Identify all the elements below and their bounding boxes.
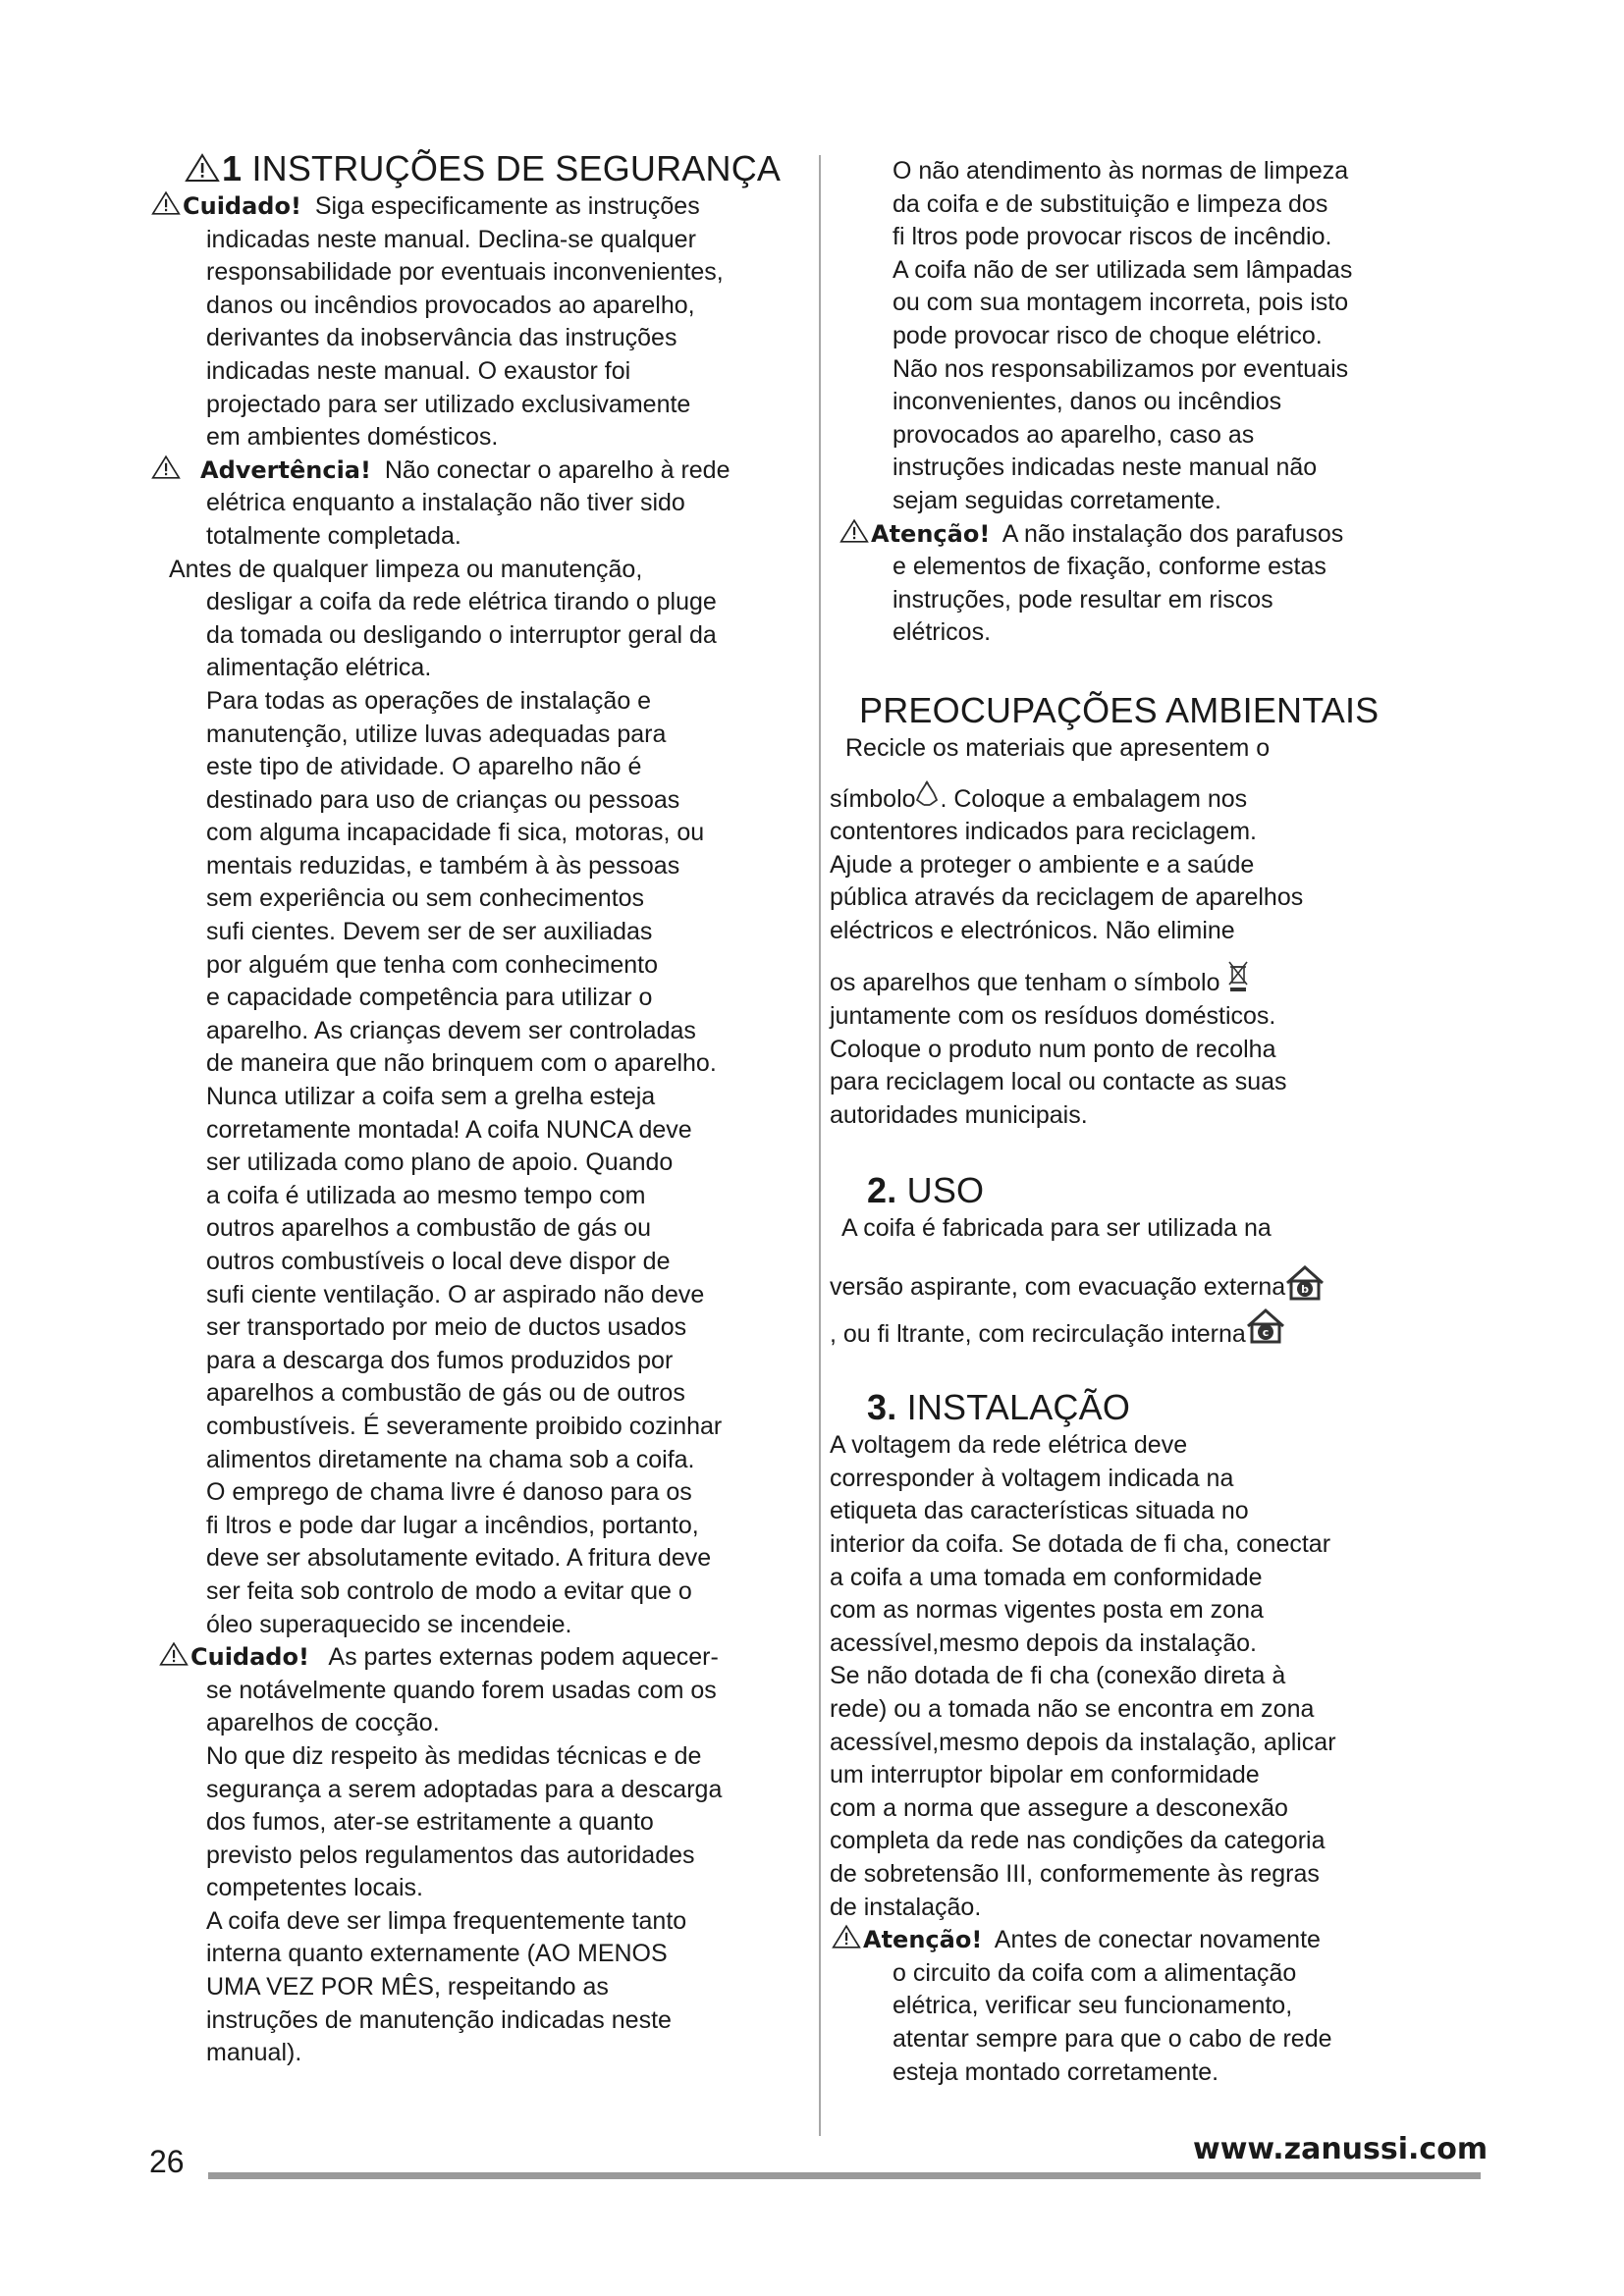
attention-1-label: Atenção! xyxy=(871,519,991,548)
text-line: Antes de qualquer limpeza ou manutenção, xyxy=(169,555,643,583)
text-line: este tipo de atividade. O aparelho não é xyxy=(206,753,642,781)
text-line: . Coloque a embalagem nos xyxy=(940,784,1248,813)
text-line: ou com sua montagem incorreta, pois isto xyxy=(893,289,1349,317)
text-line: derivantes da inobservância das instruções xyxy=(206,324,677,352)
warning-triangle-icon xyxy=(185,153,220,183)
text-line: Se não dotada de fi cha (conexão direta à xyxy=(830,1662,1286,1690)
text-line: e elementos de fixação, conforme estas xyxy=(893,553,1326,581)
text-line: óleo superaquecido se incendeie. xyxy=(206,1610,572,1638)
left-column xyxy=(147,147,807,2070)
text-line: rede) ou a tomada não se encontra em zona xyxy=(830,1694,1315,1723)
text-line: , ou fi ltrante, com recirculação interna xyxy=(830,1319,1246,1348)
text-line: acessível,mesmo depois da instalação, aplicar xyxy=(830,1728,1336,1756)
text-line: da coifa e de substituição e limpeza dos xyxy=(893,189,1328,218)
caution-2 xyxy=(147,1641,807,1740)
text-line: um interruptor bipolar em conformidade xyxy=(830,1761,1260,1789)
text-line: combustíveis. É severamente proibido cozinhar xyxy=(206,1412,723,1440)
text-line: O não atendimento às normas de limpeza xyxy=(893,157,1349,185)
text-line: completa da rede nas condições da categoria xyxy=(830,1827,1326,1855)
section-2-number: 2. xyxy=(867,1170,897,1211)
text-line: projectado para ser utilizado exclusivamente xyxy=(206,390,691,418)
website-link[interactable]: www.zanussi.com xyxy=(1193,2132,1489,2166)
text-line: os aparelhos que tenham o símbolo xyxy=(830,969,1227,997)
text-line: Antes de conectar novamente xyxy=(994,1926,1321,1954)
text-line: acessível,mesmo depois da instalação. xyxy=(830,1629,1257,1657)
text-line: segurança a serem adoptadas para a descarga xyxy=(206,1775,723,1803)
section-1-title: INSTRUÇÕES DE SEGURANÇA xyxy=(251,148,782,188)
safety-continued xyxy=(830,155,1419,518)
text-line: manual). xyxy=(206,2039,302,2067)
text-line: indicadas neste manual. O exaustor foi xyxy=(206,356,631,385)
warning-triangle-icon xyxy=(159,1641,189,1667)
recirculating-hood-icon xyxy=(1246,1307,1285,1346)
text-line: para reciclagem local ou contacte as suas xyxy=(830,1068,1287,1096)
text-line: a coifa é utilizada ao mesmo tempo com xyxy=(206,1181,646,1209)
crossed-bin-icon xyxy=(1226,959,1250,994)
text-line: Para todas as operações de instalação e xyxy=(206,686,652,715)
text-line: o circuito da coifa com a alimentação xyxy=(893,1958,1297,1987)
env-heading: PREOCUPAÇÕES AMBIENTAIS xyxy=(859,689,1380,730)
safety-body xyxy=(147,685,807,1641)
text-line: autoridades municipais. xyxy=(830,1100,1088,1129)
text-line: A voltagem da rede elétrica deve xyxy=(830,1431,1188,1460)
text-line: Não nos responsabilizamos por eventuais xyxy=(893,354,1349,383)
text-line: com as normas vigentes posta em zona xyxy=(830,1596,1264,1625)
caution-1 xyxy=(147,190,807,454)
text-line: mentais reduzidas, e também à às pessoas xyxy=(206,851,680,880)
text-line: Não conectar o aparelho à rede xyxy=(384,455,731,484)
text-line: ser utilizada como plano de apoio. Quando xyxy=(206,1148,674,1177)
text-line: com alguma incapacidade fi sica, motoras, ou xyxy=(206,819,705,847)
safety-tail xyxy=(147,1740,807,2070)
text-line: para a descarga dos fumos produzidos por xyxy=(206,1346,674,1374)
text-line: A coifa não de ser utilizada sem lâmpadas xyxy=(893,255,1353,284)
text-line: eléctricos e electrónicos. Não elimine xyxy=(830,916,1235,944)
section-2-heading xyxy=(867,1169,1419,1212)
text-line: aparelhos a combustão de gás ou de outros xyxy=(206,1379,685,1408)
column-divider xyxy=(819,155,821,2136)
text-line: Siga especificamente as instruções xyxy=(314,192,700,220)
text-line: inconvenientes, danos ou incêndios xyxy=(893,388,1282,416)
text-line: Ajude a proteger o ambiente e a saúde xyxy=(830,850,1255,879)
section-3-title: INSTALAÇÃO xyxy=(906,1387,1131,1428)
text-line: fi ltros e pode dar lugar a incêndios, portanto, xyxy=(206,1511,699,1539)
text-line: outros combustíveis o local deve dispor de xyxy=(206,1248,671,1275)
attention-2 xyxy=(830,1924,1419,2089)
text-line: outros aparelhos a combustão de gás ou xyxy=(206,1214,652,1243)
warning-triangle-icon xyxy=(151,454,181,480)
text-line: de maneira que não brinquem com o aparelho. xyxy=(206,1049,717,1078)
section-3-heading xyxy=(867,1386,1419,1429)
text-line: de instalação. xyxy=(830,1893,982,1921)
text-line: símbolo xyxy=(830,784,923,813)
section-2-body xyxy=(830,1212,1419,1351)
text-line: UMA VEZ POR MÊS, respeitando as xyxy=(206,1973,609,2002)
text-line: instruções de manutenção indicadas neste xyxy=(206,2005,672,2034)
text-line: em ambientes domésticos. xyxy=(206,423,499,452)
text-line: totalmente completada. xyxy=(206,521,461,550)
text-line: sem experiência ou sem conhecimentos xyxy=(206,884,645,913)
warning-triangle-icon xyxy=(839,518,869,544)
text-line: alimentos diretamente na chama sob a coifa. xyxy=(206,1445,695,1473)
right-column xyxy=(830,155,1419,2089)
text-line: ser feita sob controlo de modo a evitar que o xyxy=(206,1576,692,1605)
text-line: aparelhos de cocção. xyxy=(206,1709,440,1737)
warning-label: Advertência! xyxy=(200,455,371,484)
text-line: pública através da reciclagem de aparelhos xyxy=(830,883,1304,912)
text-line: dos fumos, ater-se estritamente a quanto xyxy=(206,1808,654,1837)
text-line: responsabilidade por eventuais inconvenientes, xyxy=(206,258,724,287)
text-line: esteja montado corretamente. xyxy=(893,2057,1219,2086)
text-line: com a norma que assegure a desconexão xyxy=(830,1793,1288,1822)
text-line: atentar sempre para que o cabo de rede xyxy=(893,2024,1332,2053)
text-line: juntamente com os resíduos domésticos. xyxy=(830,1002,1276,1031)
text-line: elétrica enquanto a instalação não tiver sido xyxy=(206,489,685,517)
text-line: sejam seguidas corretamente. xyxy=(893,486,1221,514)
section-1-number: 1 xyxy=(222,148,243,188)
text-line: interna quanto externamente (AO MENOS xyxy=(206,1940,668,1968)
footer-rule xyxy=(208,2172,1481,2179)
text-line: indicadas neste manual. Declina-se qualquer xyxy=(206,225,696,253)
text-line: da tomada ou desligando o interruptor geral da xyxy=(206,620,717,649)
text-line: elétricos. xyxy=(893,618,992,647)
text-line: sufi cientes. Devem ser de ser auxiliadas xyxy=(206,918,653,946)
attention-1 xyxy=(830,518,1419,650)
text-line: etiqueta das características situada no xyxy=(830,1497,1249,1525)
text-line: danos ou incêndios provocados ao aparelho, xyxy=(206,291,695,319)
text-line: manutenção, utilize luvas adequadas para xyxy=(206,720,667,748)
attention-2-label: Atenção! xyxy=(863,1926,983,1954)
text-line: instruções, pode resultar em riscos xyxy=(893,585,1273,614)
section-3-number: 3. xyxy=(867,1387,897,1428)
text-line: corretamente montada! A coifa NUNCA deve xyxy=(206,1115,692,1144)
text-line: previsto pelos regulamentos das autoridades xyxy=(206,1841,695,1869)
cleaning-block xyxy=(147,554,807,685)
text-line: provocados ao aparelho, caso as xyxy=(893,420,1255,449)
text-line: No que diz respeito às medidas técnicas e de xyxy=(206,1741,702,1770)
text-line: Recicle os materiais que apresentem o xyxy=(845,733,1271,762)
section-1-heading xyxy=(147,147,807,190)
caution-1-label: Cuidado! xyxy=(183,192,301,220)
text-line: ser transportado por meio de ductos usados xyxy=(206,1313,687,1342)
text-line: sufi ciente ventilação. O ar aspirado não deve xyxy=(206,1280,705,1308)
text-line: e capacidade competência para utilizar o xyxy=(206,984,653,1012)
recycle-icon xyxy=(914,779,940,813)
text-line: versão aspirante, com evacuação externa xyxy=(830,1273,1286,1302)
text-line: elétrica, verificar seu funcionamento, xyxy=(893,1992,1293,2020)
text-line: O emprego de chama livre é danoso para os xyxy=(206,1478,692,1507)
warning-triangle-icon xyxy=(151,190,181,216)
text-line: corresponder à voltagem indicada na xyxy=(830,1464,1234,1492)
text-line: desligar a coifa da rede elétrica tirando o pluge xyxy=(206,588,717,616)
text-line: deve ser absolutamente evitado. A fritura deve xyxy=(206,1544,712,1573)
text-line: alimentação elétrica. xyxy=(206,654,432,682)
ducted-hood-icon xyxy=(1285,1263,1325,1303)
text-line: Nunca utilizar a coifa sem a grelha esteja xyxy=(206,1083,656,1111)
text-line: destinado para uso de crianças ou pessoas xyxy=(206,785,680,814)
env-block xyxy=(830,732,1419,1133)
text-line: a coifa a uma tomada em conformidade xyxy=(830,1563,1263,1591)
text-line: pode provocar risco de choque elétrico. xyxy=(893,321,1323,349)
text-line: se notávelmente quando forem usadas com os xyxy=(206,1676,717,1704)
warning-block xyxy=(147,454,807,554)
warning-triangle-icon xyxy=(832,1924,861,1949)
text-line: instruções indicadas neste manual não xyxy=(893,454,1318,482)
text-line: de sobretensão III, conformemente às regras xyxy=(830,1859,1320,1888)
text-line: interior da coifa. Se dotada de fi cha, conectar xyxy=(830,1530,1331,1558)
section-3-body xyxy=(830,1429,1419,1924)
text-line: contentores indicados para reciclagem. xyxy=(830,818,1257,846)
page-number: 26 xyxy=(149,2144,185,2179)
text-line: Coloque o produto num ponto de recolha xyxy=(830,1035,1276,1063)
text-line: competentes locais. xyxy=(206,1874,423,1902)
text-line: fi ltros pode provocar riscos de incêndio. xyxy=(893,223,1332,251)
text-line: por alguém que tenha com conhecimento xyxy=(206,950,659,979)
text-line: A coifa é fabricada para ser utilizada na xyxy=(841,1214,1272,1243)
svg-text:b: b xyxy=(1301,1283,1310,1297)
text-line: aparelho. As crianças devem ser controladas xyxy=(206,1016,696,1044)
caution-2-label: Cuidado! xyxy=(190,1643,309,1672)
svg-text:c: c xyxy=(1262,1325,1270,1339)
text-line: A coifa deve ser limpa frequentemente tanto xyxy=(206,1906,687,1935)
section-2-title: USO xyxy=(906,1170,985,1211)
text-line: A não instalação dos parafusos xyxy=(1001,519,1344,548)
text-line: As partes externas podem aquecer- xyxy=(328,1643,719,1672)
